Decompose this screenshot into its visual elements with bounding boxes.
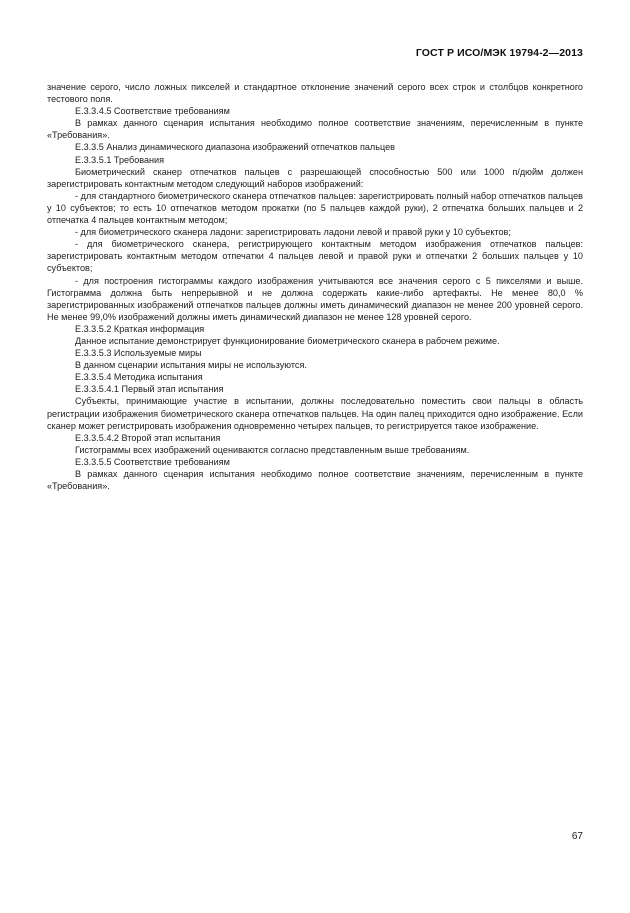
section-heading: Е.3.3.5.4 Методика испытания — [75, 372, 203, 383]
paragraph: Данное испытание демонстрирует функционирование биометрического сканера в рабочем режиме. — [75, 335, 500, 346]
section-heading: Е.3.3.5.1 Требования — [75, 154, 165, 165]
paragraph: В рамках данного сценария испытания необходимо полное соответствие значениям, перечисленным в пункте «Требования». — [47, 118, 583, 141]
paragraph: значение серого, число ложных пикселей и стандартное отклонение значений серого всех строк и столбцов конкретного тестового поля. — [47, 82, 583, 105]
page-number: 67 — [571, 831, 583, 842]
section-heading: Е.3.3.5.4.1 Первый этап испытания — [75, 384, 224, 395]
list-item: - для биометрического сканера ладони: зарегистрировать ладони левой и правой руки у 10 субъектов; — [75, 227, 511, 238]
paragraph: Гистограммы всех изображений оцениваются согласно представленным выше требованиям. — [75, 444, 470, 455]
paragraph: Биометрический сканер отпечатков пальцев с разрешающей способностью 500 или 1000 п/дюйм должен зарегистрировать контактным методом следующий наборов изображений: — [47, 166, 583, 189]
section-heading: Е.3.3.5.4.2 Второй этап испытания — [75, 432, 221, 443]
section-heading: Е.3.3.4.5 Соответствие требованиям — [75, 106, 230, 117]
list-item: - для биометрического сканера, регистрирующего контактным методом изображения отпечатков пальцев: зарегистрировать контактным методом отпечатки 4 пальцев левой и правой руки и отпечатки 2 больших пальцев у 10 субъектов; — [47, 239, 583, 274]
list-item: - для построения гистограммы каждого изображения учитываются все значения серого с 5 пикселями и выше. Гистограмма должна быть непрерывной и не должна содержать какие-либо артефакты. Не менее 80,0 % зарегистрированных изображений отпечатков пальцев должны иметь динамический диапазон не менее 200 уровней серого. Не менее 99,0% изображений должны иметь динамический диапазон не менее 128 уровней серого. — [47, 275, 583, 322]
section-heading: Е.3.3.5.5 Соответствие требованиям — [75, 456, 230, 467]
paragraph: Субъекты, принимающие участие в испытании, должны последовательно поместить свои пальцы в область регистрации изображения биометрического сканера отпечатков пальцев. На один палец приходится одно изображение. Если сканер может регистрировать изображения одновременно четырех пальцев, то регистрируется такое изображение. — [47, 396, 583, 431]
document-body — [47, 81, 583, 492]
document-header-code: ГОСТ Р ИСО/МЭК 19794-2—2013 — [415, 47, 583, 59]
paragraph: В рамках данного сценария испытания необходимо полное соответствие значениям, перечисленным в пункте «Требования». — [47, 469, 583, 492]
section-heading: Е.3.3.5.2 Краткая информация — [75, 323, 205, 334]
section-heading: Е.3.3.5 Анализ динамического диапазона изображений отпечатков пальцев — [75, 142, 395, 153]
paragraph: В данном сценарии испытания миры не используются. — [75, 360, 307, 371]
list-item: - для стандартного биометрического сканера отпечатков пальцев: зарегистрировать полный набор отпечатков пальцев у 10 субъектов; то есть 10 отпечатков методом прокатки (по 5 пальцев каждой руки), 2 отпечатка больших пальцев и 2 отпечатка 4 пальцев контактным методом; — [47, 190, 583, 226]
section-heading: Е.3.3.5.3 Используемые миры — [75, 348, 202, 359]
